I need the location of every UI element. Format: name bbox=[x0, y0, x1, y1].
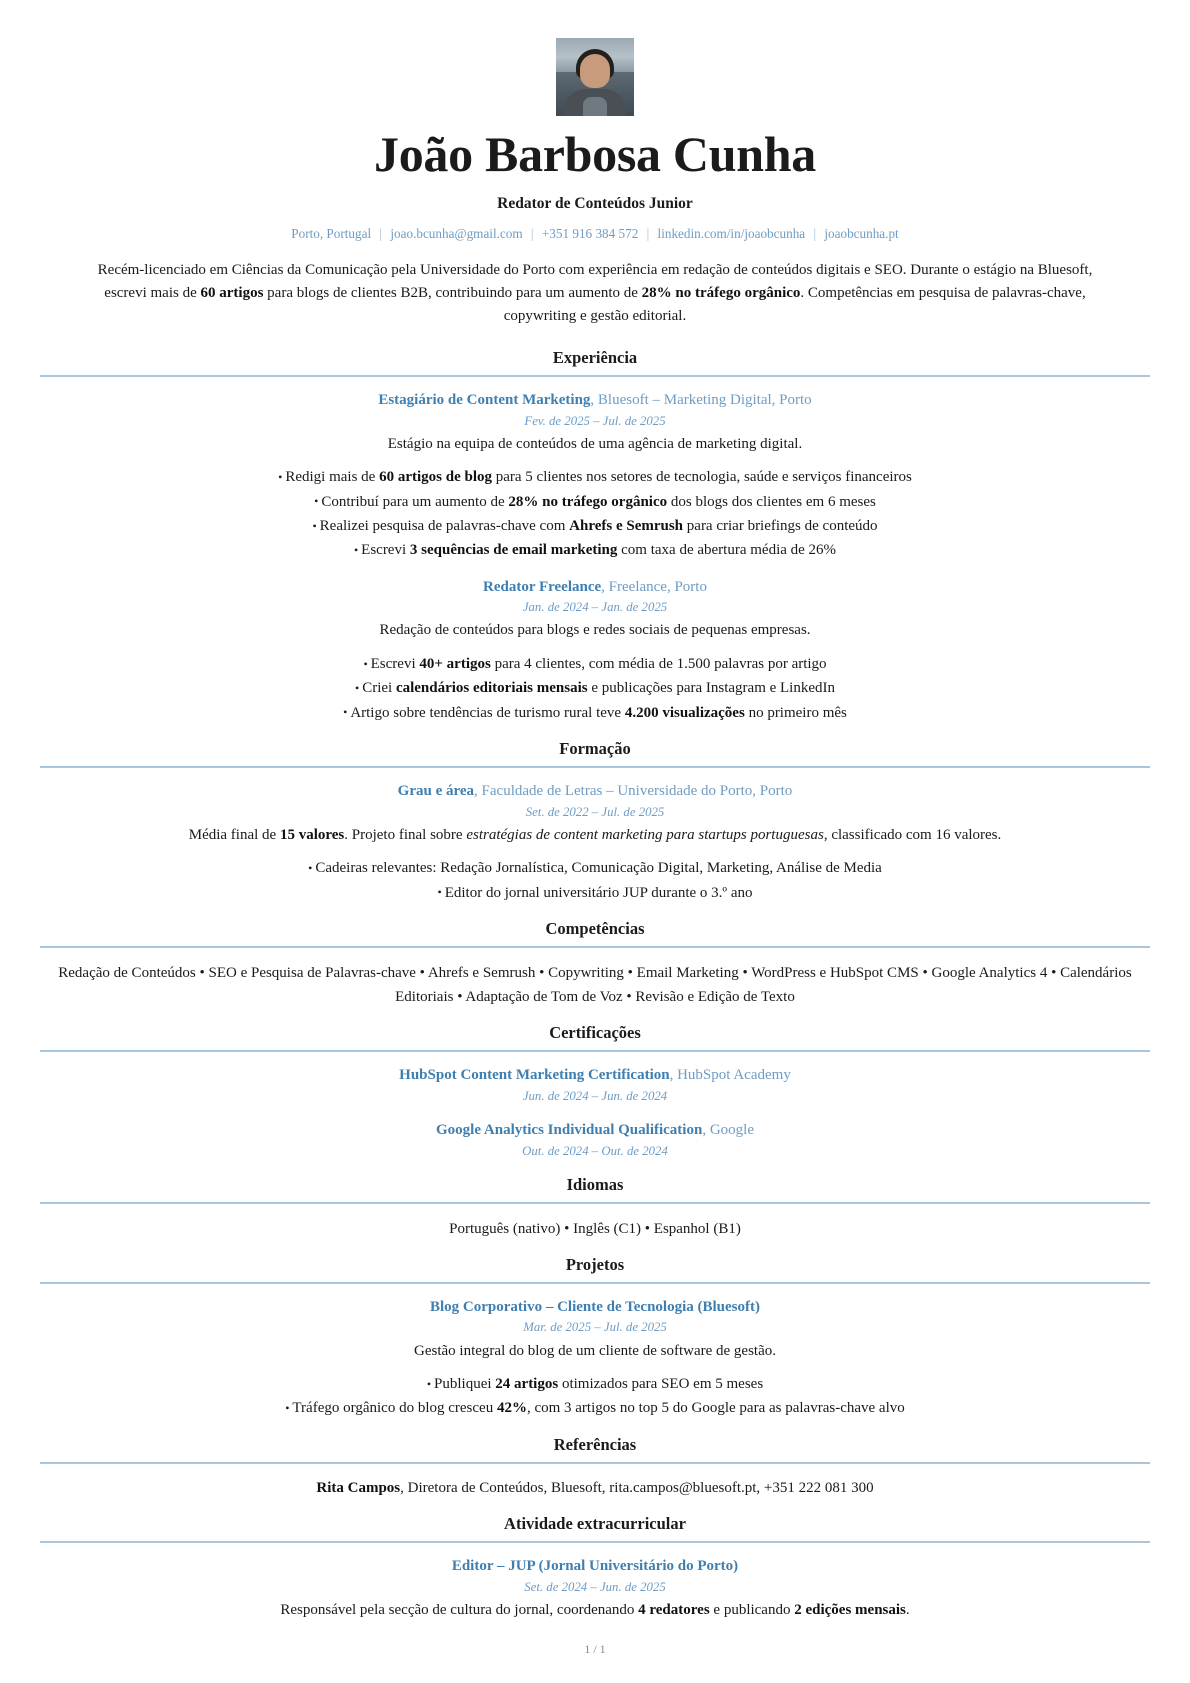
section-extracurricular bbox=[40, 1514, 1150, 1621]
resume-entry bbox=[40, 390, 1150, 563]
resume-entry bbox=[40, 1065, 1150, 1106]
text-run: Realizei pesquisa de palavras-chave com bbox=[319, 517, 570, 534]
bullet-item bbox=[40, 1372, 1150, 1396]
bullet-item bbox=[40, 514, 1150, 538]
text-run: para blogs de clientes B2B, contribuindo para um aumento de bbox=[263, 285, 642, 302]
section-title-extracurricular: Atividade extracurricular bbox=[504, 1514, 686, 1534]
bullet-item bbox=[40, 856, 1150, 880]
entry-bullet-list bbox=[40, 1372, 1150, 1421]
text-run: Escrevi bbox=[361, 542, 410, 559]
bullet-text bbox=[321, 494, 876, 510]
text-run: e publicando bbox=[709, 1601, 795, 1618]
section-skills bbox=[40, 919, 1150, 1009]
bullet-dot-icon: • bbox=[343, 705, 348, 720]
text-run: Contribuí para um aumento de bbox=[321, 493, 509, 510]
entry-organization: , Freelance, Porto bbox=[601, 578, 707, 595]
text-run: 60 artigos bbox=[200, 285, 264, 302]
text-run: Média final de bbox=[188, 826, 280, 843]
text-run: Ahrefs e Semrush bbox=[569, 517, 684, 534]
contact-separator: | bbox=[813, 226, 817, 241]
text-run: 3 sequências de email marketing bbox=[409, 542, 618, 559]
entry-role: Google Analytics Individual Qualification bbox=[436, 1121, 703, 1138]
text-run: , classificado com 16 valores. bbox=[823, 826, 1002, 843]
certification-entries bbox=[40, 1065, 1150, 1161]
text-run: Recém-licenciado em Ciências da Comunicação pela Universidade do Porto com experiência em redação de conteúdos digitais e SEO. Durante o estágio na Bluesoft, escrevi mais de bbox=[97, 262, 1093, 302]
text-run: . Projeto final sobre bbox=[344, 826, 467, 843]
entry-role: HubSpot Content Marketing Certification bbox=[399, 1066, 670, 1083]
entry-role: Estagiário de Content Marketing bbox=[378, 391, 591, 408]
text-run: Redigi mais de bbox=[285, 469, 380, 486]
contact-separator: | bbox=[379, 226, 383, 241]
profile-photo-wrapper bbox=[40, 38, 1150, 116]
bullet-text bbox=[285, 469, 912, 485]
text-run: para 4 clientes, com média de 1.500 palavras por artigo bbox=[490, 655, 827, 672]
entry-organization: , Google bbox=[702, 1121, 754, 1138]
section-divider bbox=[40, 1282, 1150, 1284]
section-title-languages: Idiomas bbox=[566, 1174, 624, 1194]
extracurricular-entries bbox=[40, 1556, 1150, 1621]
entry-organization: , Bluesoft – Marketing Digital, Porto bbox=[590, 391, 812, 408]
section-title-skills: Competências bbox=[545, 918, 645, 938]
entry-heading bbox=[40, 577, 1150, 599]
text-run: Responsável pela secção de cultura do jornal, coordenando bbox=[280, 1601, 639, 1618]
bullet-dot-icon: • bbox=[312, 518, 317, 533]
bullet-item bbox=[40, 538, 1150, 562]
text-run: , com 3 artigos no top 5 do Google para as palavras-chave alvo bbox=[526, 1400, 905, 1417]
contact-location: Porto, Portugal bbox=[291, 226, 372, 241]
entry-dates: Fev. de 2025 – Jul. de 2025 bbox=[524, 413, 666, 428]
bullet-item bbox=[40, 652, 1150, 676]
section-experience bbox=[40, 348, 1150, 725]
section-certifications bbox=[40, 1023, 1150, 1161]
entry-organization: , HubSpot Academy bbox=[669, 1066, 791, 1083]
section-title-experience: Experiência bbox=[552, 347, 638, 367]
contact-linkedin[interactable]: linkedin.com/in/joaobcunha bbox=[657, 226, 806, 241]
project-entries bbox=[40, 1297, 1150, 1421]
text-run: dos blogs dos clientes em 6 meses bbox=[667, 493, 876, 510]
section-divider bbox=[40, 1541, 1150, 1543]
text-run: 4.200 visualizações bbox=[624, 704, 745, 721]
entry-bullet-list bbox=[40, 856, 1150, 905]
entry-heading bbox=[40, 390, 1150, 412]
resume-entry bbox=[40, 1120, 1150, 1161]
section-divider bbox=[40, 1050, 1150, 1052]
text-run: e publicações para Instagram e LinkedIn bbox=[587, 680, 835, 697]
entry-heading bbox=[40, 781, 1150, 803]
contact-website[interactable]: joaobcunha.pt bbox=[824, 226, 899, 241]
bullet-item bbox=[40, 465, 1150, 489]
bullet-text bbox=[362, 680, 835, 696]
bullet-item bbox=[40, 1396, 1150, 1420]
bullet-item bbox=[40, 490, 1150, 514]
entry-role: Editor – JUP (Jornal Universitário do Porto) bbox=[451, 1558, 739, 1575]
text-run: no primeiro mês bbox=[744, 704, 847, 721]
section-title-education: Formação bbox=[559, 738, 631, 758]
text-run: para criar briefings de conteúdo bbox=[683, 517, 878, 534]
bullet-text bbox=[292, 1400, 904, 1416]
entry-role: Blog Corporativo – Cliente de Tecnologia (Bluesoft) bbox=[430, 1298, 760, 1315]
text-run: 60 artigos de blog bbox=[379, 469, 492, 486]
resume-entry bbox=[40, 577, 1150, 725]
section-divider bbox=[40, 1202, 1150, 1204]
text-run: Escrevi bbox=[370, 655, 420, 672]
section-divider bbox=[40, 375, 1150, 377]
entry-heading bbox=[40, 1065, 1150, 1087]
entry-bullet-list bbox=[40, 465, 1150, 562]
text-run: , Diretora de Conteúdos, Bluesoft, rita.campos@bluesoft.pt, +351 222 081 300 bbox=[400, 1479, 874, 1496]
bullet-text bbox=[434, 1376, 763, 1392]
section-projects bbox=[40, 1255, 1150, 1421]
section-title-certifications: Certificações bbox=[549, 1022, 641, 1042]
contact-phone[interactable]: +351 916 384 572 bbox=[541, 226, 639, 241]
text-run: 42% bbox=[496, 1400, 527, 1417]
bullet-dot-icon: • bbox=[426, 1377, 432, 1392]
bullet-dot-icon: • bbox=[278, 470, 283, 485]
education-entries bbox=[40, 781, 1150, 905]
text-run: para 5 clientes nos setores de tecnologia, saúde e serviços financeiros bbox=[492, 469, 912, 486]
bullet-text bbox=[445, 885, 753, 901]
text-run: Artigo sobre tendências de turismo rural teve bbox=[350, 704, 625, 721]
text-run: com taxa de abertura média de 26% bbox=[617, 542, 837, 559]
entry-description bbox=[40, 1599, 1150, 1622]
experience-entries bbox=[40, 390, 1150, 725]
entry-dates: Out. de 2024 – Out. de 2024 bbox=[522, 1143, 668, 1158]
bullet-text bbox=[350, 705, 847, 721]
resume-entry bbox=[40, 1297, 1150, 1421]
entry-description: Gestão integral do blog de um cliente de software de gestão. bbox=[414, 1342, 776, 1359]
text-run: 4 redatores bbox=[638, 1601, 710, 1618]
entry-description: Estágio na equipa de conteúdos de uma agência de marketing digital. bbox=[387, 435, 803, 452]
entry-dates: Mar. de 2025 – Jul. de 2025 bbox=[523, 1320, 667, 1335]
section-title-projects: Projetos bbox=[565, 1254, 625, 1274]
entry-role: Grau e área bbox=[397, 782, 475, 799]
bullet-dot-icon: • bbox=[354, 681, 360, 696]
entry-heading bbox=[40, 1556, 1150, 1578]
section-divider bbox=[40, 1462, 1150, 1464]
text-run: estratégias de content marketing para startups portuguesas bbox=[466, 826, 824, 843]
bullet-text bbox=[361, 542, 836, 558]
text-run: calendários editoriais mensais bbox=[395, 680, 588, 697]
section-title-references: Referências bbox=[553, 1434, 637, 1454]
entry-heading bbox=[40, 1120, 1150, 1142]
section-references bbox=[40, 1435, 1150, 1500]
bullet-dot-icon: • bbox=[363, 656, 368, 671]
job-headline: Redator de Conteúdos Junior bbox=[497, 195, 693, 212]
text-run: Rita Campos bbox=[316, 1479, 401, 1496]
bullet-text bbox=[315, 860, 881, 876]
bullet-item bbox=[40, 676, 1150, 700]
section-divider bbox=[40, 946, 1150, 948]
entry-description bbox=[40, 824, 1150, 847]
resume-entry bbox=[40, 781, 1150, 905]
bullet-item bbox=[40, 881, 1150, 905]
entry-dates: Set. de 2022 – Jul. de 2025 bbox=[525, 804, 665, 819]
bullet-item bbox=[40, 701, 1150, 725]
page-title: João Barbosa Cunha bbox=[374, 126, 816, 182]
section-divider bbox=[40, 766, 1150, 768]
bullet-dot-icon: • bbox=[314, 494, 319, 509]
profile-photo bbox=[556, 38, 634, 116]
contact-separator: | bbox=[530, 226, 534, 241]
text-run: Criei bbox=[362, 680, 396, 697]
skills-list: Redação de Conteúdos • SEO e Pesquisa de Palavras-chave • Ahrefs e Semrush • Copywriting • Email Marketing • WordPress e HubSpot CMS • Google Analytics 4 • Calendários Editoriais • Adaptação de Tom de Voz • Revisão e Edição de Texto bbox=[58, 964, 1132, 1005]
entry-description: Redação de conteúdos para blogs e redes sociais de pequenas empresas. bbox=[379, 622, 811, 639]
text-run: . bbox=[905, 1601, 910, 1618]
text-run: 28% no tráfego orgânico bbox=[508, 493, 668, 510]
entry-dates: Jan. de 2024 – Jan. de 2025 bbox=[522, 600, 668, 615]
professional-summary bbox=[75, 259, 1115, 327]
bullet-dot-icon: • bbox=[353, 543, 359, 558]
text-run: 15 valores bbox=[279, 826, 345, 843]
reference-item bbox=[40, 1477, 1150, 1500]
entry-dates: Jun. de 2024 – Jun. de 2024 bbox=[522, 1088, 668, 1103]
bullet-text bbox=[371, 656, 827, 672]
photo-person-shirt bbox=[583, 97, 607, 116]
bullet-dot-icon: • bbox=[308, 861, 313, 876]
photo-person-face bbox=[580, 54, 610, 88]
entry-role: Redator Freelance bbox=[483, 578, 602, 595]
entry-heading bbox=[40, 1297, 1150, 1319]
text-run: otimizados para SEO em 5 meses bbox=[558, 1376, 764, 1393]
text-run: 24 artigos bbox=[495, 1376, 559, 1393]
resume-entry bbox=[40, 1556, 1150, 1621]
entry-organization: , Faculdade de Letras – Universidade do Porto, Porto bbox=[474, 782, 793, 799]
entry-bullet-list bbox=[40, 652, 1150, 725]
bullet-dot-icon: • bbox=[437, 885, 442, 900]
text-run: Cadeiras relevantes: Redação Jornalística, Comunicação Digital, Marketing, Análise de Media bbox=[315, 860, 882, 877]
section-languages bbox=[40, 1175, 1150, 1241]
contact-separator: | bbox=[646, 226, 650, 241]
bullet-dot-icon: • bbox=[285, 1401, 290, 1416]
text-run: Publiquei bbox=[434, 1376, 496, 1393]
text-run: 28% no tráfego orgânico bbox=[641, 285, 801, 302]
text-run: 40+ artigos bbox=[419, 655, 491, 672]
section-education bbox=[40, 739, 1150, 905]
page-indicator: 1 / 1 bbox=[584, 1642, 606, 1656]
entry-dates: Set. de 2024 – Jun. de 2025 bbox=[524, 1579, 666, 1594]
text-run: 2 edições mensais bbox=[794, 1601, 906, 1618]
bullet-text bbox=[320, 518, 878, 534]
contact-line bbox=[40, 225, 1150, 243]
contact-email[interactable]: joao.bcunha@gmail.com bbox=[390, 226, 523, 241]
languages-list: Português (nativo) • Inglês (C1) • Espanhol (B1) bbox=[449, 1220, 741, 1237]
text-run: Tráfego orgânico do blog cresceu bbox=[292, 1400, 497, 1417]
text-run: Editor do jornal universitário JUP durante o 3.º ano bbox=[444, 884, 753, 901]
text-run: . Competências em pesquisa de palavras-chave, copywriting e gestão editorial. bbox=[503, 285, 1086, 325]
